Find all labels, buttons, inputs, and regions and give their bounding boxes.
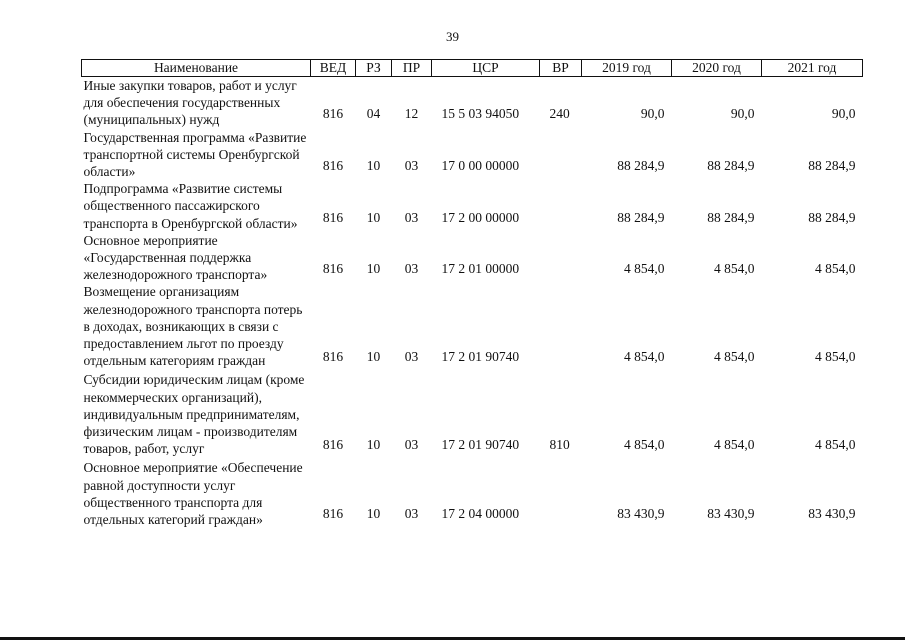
row-rz: 10 (366, 437, 381, 453)
row-pr: 03 (404, 506, 419, 522)
table-row (82, 371, 863, 459)
row-vr: 810 (549, 437, 570, 453)
row-pr: 12 (404, 106, 419, 122)
table-row (82, 77, 863, 129)
row-2021: 4 854,0 (815, 261, 856, 277)
header-csr: ЦСР (432, 60, 540, 77)
row-ved: 816 (322, 506, 344, 522)
row-2020: 4 854,0 (714, 261, 755, 277)
header-2019: 2019 год (582, 60, 672, 77)
row-name: Основное мероприятие «Государственная поддержка железнодорожного транспорта» (83, 232, 268, 283)
table-header-row (82, 60, 863, 77)
header-2021: 2021 год (762, 60, 863, 77)
row-name: Субсидии юридическим лицам (кроме некоммерческих организаций), индивидуальным предпринимателям, физическим лицам - производителям товаров, работ, услуг (83, 372, 305, 457)
row-2019: 4 854,0 (624, 437, 665, 453)
row-2020: 4 854,0 (714, 437, 755, 453)
row-ved: 816 (322, 437, 344, 453)
row-csr: 15 5 03 94050 (441, 106, 520, 122)
row-rz: 04 (366, 106, 381, 122)
row-vr: 240 (549, 106, 570, 122)
row-name: Государственная программа «Развитие транспортной системы Оренбургской области» (83, 129, 307, 180)
row-vr (540, 180, 582, 232)
page-number: 39 (446, 29, 459, 44)
row-pr: 03 (404, 158, 419, 174)
row-pr: 03 (404, 209, 419, 225)
row-2020: 88 284,9 (707, 158, 755, 174)
row-2021: 4 854,0 (815, 349, 856, 365)
header-2020: 2020 год (672, 60, 762, 77)
row-csr: 17 2 01 90740 (441, 349, 520, 365)
row-2019: 4 854,0 (624, 261, 665, 277)
row-2021: 83 430,9 (808, 506, 856, 522)
table-row (82, 232, 863, 284)
row-name: Основное мероприятие «Обеспечение равной доступности услуг общественного транспорта для отдельных категорий граждан» (83, 460, 303, 528)
header-name: Наименование (82, 60, 311, 77)
row-ved: 816 (322, 106, 344, 122)
row-csr: 17 2 04 00000 (441, 506, 520, 522)
row-rz: 10 (366, 158, 381, 174)
row-vr (540, 459, 582, 528)
row-name: Иные закупки товаров, работ и услуг для обеспечения государственных (муниципальных) нужд (83, 78, 297, 128)
row-rz: 10 (366, 506, 381, 522)
header-pr: ПР (392, 60, 432, 77)
row-ved: 816 (322, 209, 344, 225)
header-rz: РЗ (356, 60, 392, 77)
row-pr: 03 (404, 349, 419, 365)
row-vr (540, 129, 582, 181)
table-row (82, 180, 863, 232)
row-2020: 90,0 (730, 106, 755, 122)
row-pr: 03 (404, 261, 419, 277)
row-2019: 4 854,0 (624, 349, 665, 365)
table-row (82, 283, 863, 371)
row-name: Подпрограмма «Развитие системы общественного пассажирского транспорта в Оренбургской области» (83, 181, 298, 231)
row-2019: 88 284,9 (617, 158, 665, 174)
row-csr: 17 2 00 00000 (441, 209, 520, 225)
row-rz: 10 (366, 209, 381, 225)
row-2021: 90,0 (831, 106, 856, 122)
row-ved: 816 (322, 261, 344, 277)
header-vr: ВР (540, 60, 582, 77)
row-pr: 03 (404, 437, 419, 453)
row-csr: 17 2 01 90740 (441, 437, 520, 453)
row-2019: 83 430,9 (617, 506, 665, 522)
row-ved: 816 (322, 158, 344, 174)
row-rz: 10 (366, 349, 381, 365)
row-2021: 88 284,9 (808, 158, 856, 174)
header-ved: ВЕД (311, 60, 356, 77)
row-csr: 17 0 00 00000 (441, 158, 520, 174)
row-2020: 4 854,0 (714, 349, 755, 365)
row-2019: 90,0 (640, 106, 665, 122)
row-csr: 17 2 01 00000 (441, 261, 520, 277)
row-rz: 10 (366, 261, 381, 277)
table-row (82, 459, 863, 528)
row-2021: 4 854,0 (815, 437, 856, 453)
row-ved: 816 (322, 349, 344, 365)
row-name: Возмещение организациям железнодорожного транспорта потерь в доходах, возникающих в связи с предоставлением льгот по проезду отдельным категориям граждан (83, 284, 303, 369)
row-2021: 88 284,9 (808, 209, 856, 225)
row-2019: 88 284,9 (617, 209, 665, 225)
row-vr (540, 283, 582, 371)
row-vr (540, 232, 582, 284)
budget-table (81, 59, 863, 528)
row-2020: 83 430,9 (707, 506, 755, 522)
row-2020: 88 284,9 (707, 209, 755, 225)
table-row (82, 129, 863, 181)
